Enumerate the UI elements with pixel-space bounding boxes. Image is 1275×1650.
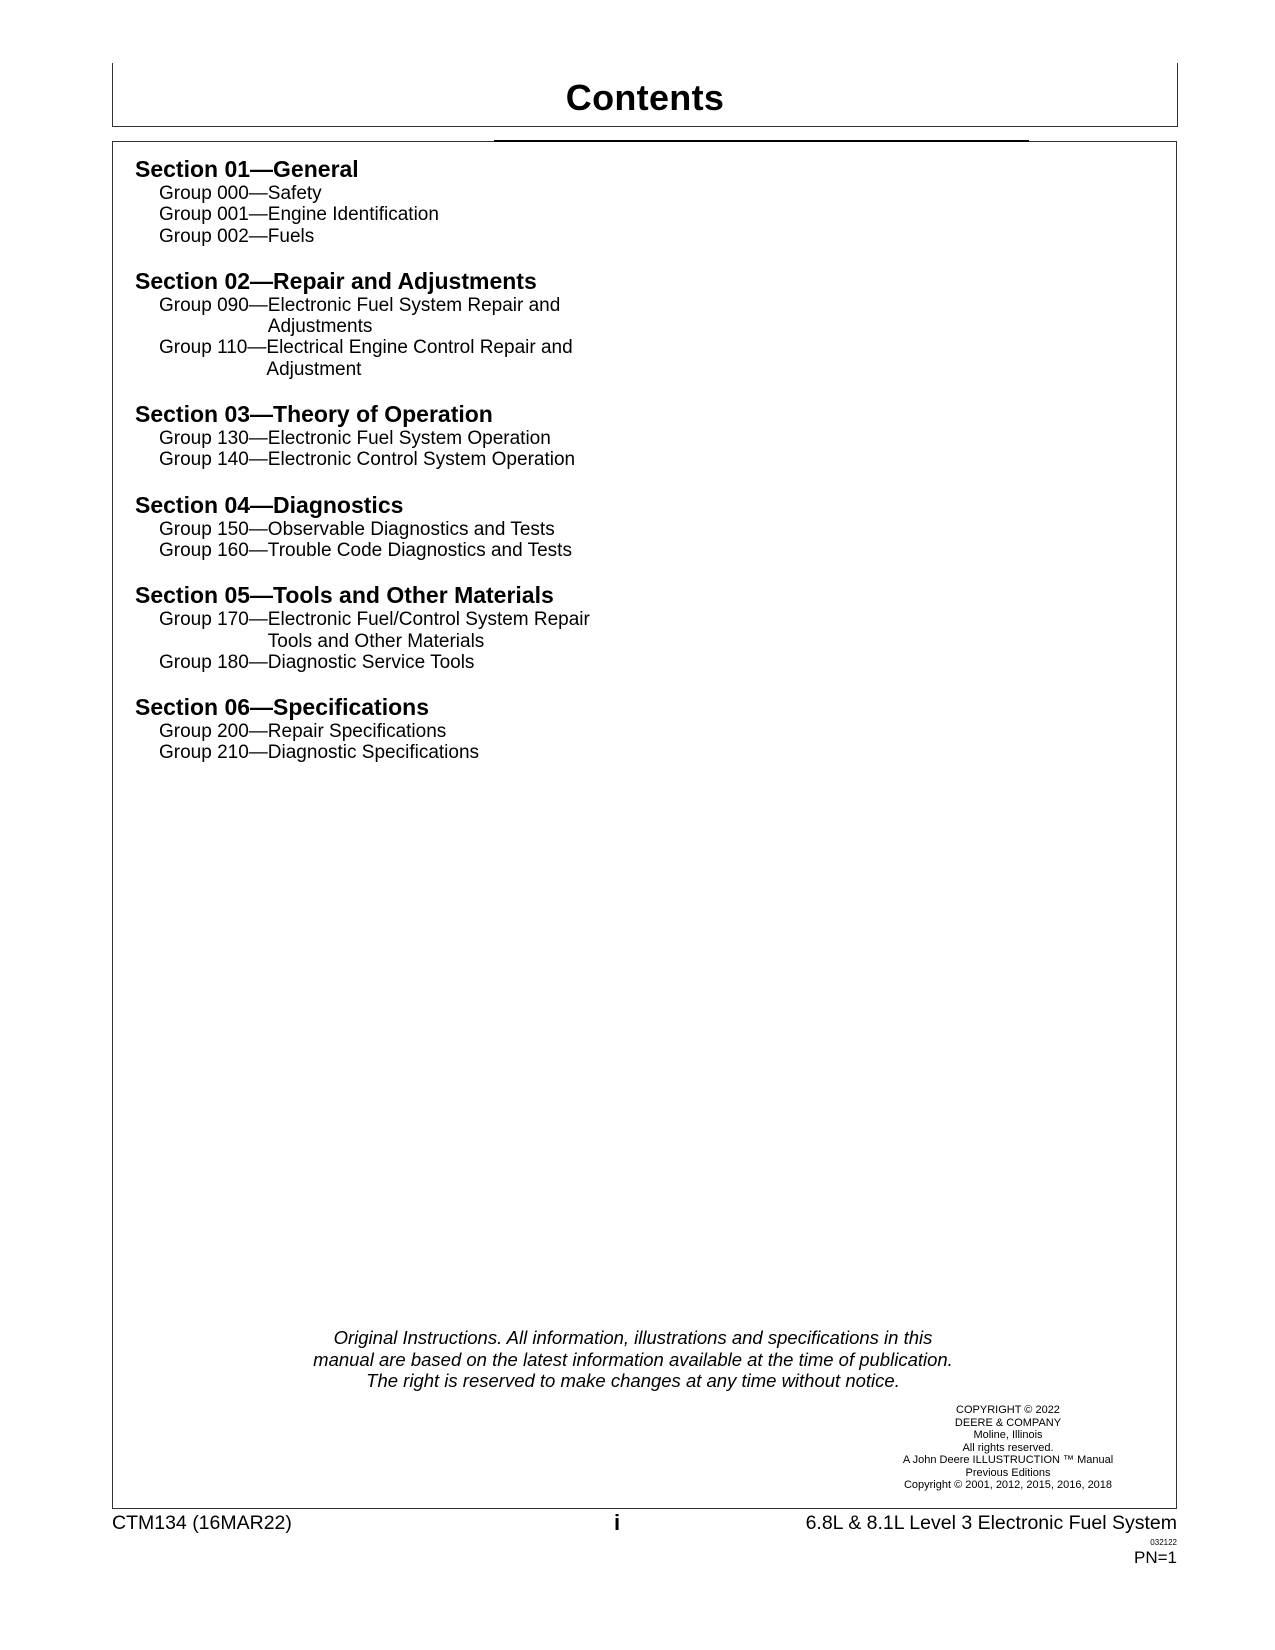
disclaimer-text (113, 1327, 1153, 1392)
toc-section (135, 155, 598, 247)
group-link[interactable] (159, 519, 598, 540)
section-title-link[interactable]: Section 01—General (135, 156, 359, 182)
date-code: 032122 (1150, 1538, 1177, 1547)
page-number: i (614, 1510, 621, 1535)
group-number: Group 130— (159, 428, 268, 450)
group-link[interactable] (159, 226, 598, 247)
group-number: Group 160— (159, 539, 268, 561)
section-title-link[interactable]: Section 04—Diagnostics (135, 491, 404, 518)
group-link[interactable] (159, 742, 598, 763)
group-number: Group 090— (159, 294, 268, 316)
group-number: Group 200— (159, 721, 268, 743)
copyright-line: DEERE & COMPANY (954, 1416, 1062, 1429)
page-header (112, 63, 1178, 127)
toc-section (135, 581, 598, 673)
group-number: Group 110— (159, 337, 267, 359)
group-link[interactable] (159, 337, 598, 380)
disclaimer-line: The right is reserved to make changes at any time without notice. (366, 1370, 900, 1391)
group-link[interactable] (159, 204, 598, 225)
group-link[interactable] (159, 721, 598, 742)
section-title-link[interactable]: Section 03—Theory of Operation (135, 401, 493, 428)
toc-section (135, 267, 598, 380)
section-title-link[interactable]: Section 02—Repair and Adjustments (135, 267, 537, 294)
group-title: Engine Identification (267, 204, 439, 226)
group-number: Group 000— (159, 183, 268, 204)
top-rule (494, 140, 1029, 142)
group-title: Safety (267, 183, 322, 204)
group-number: Group 210— (159, 742, 268, 764)
manual-title: 6.8L & 8.1L Level 3 Electronic Fuel System (805, 1512, 1177, 1534)
contents-panel (112, 141, 1177, 1509)
manual-code: CTM134 (16MAR22) (112, 1512, 292, 1534)
group-title: Observable Diagnostics and Tests (267, 518, 555, 540)
section-title-link[interactable]: Section 06—Specifications (135, 694, 429, 721)
copyright-line: Previous Editions (965, 1466, 1051, 1479)
group-number: Group 001— (159, 204, 268, 226)
group-link[interactable] (159, 428, 598, 449)
page-title: Contents (565, 77, 725, 118)
group-title: Electronic Fuel/Control System Repair Tools and Other Materials (267, 609, 590, 652)
disclaimer-line: manual are based on the latest information available at the time of publication. (313, 1348, 953, 1370)
group-title: Diagnostic Service Tools (267, 651, 475, 673)
table-of-contents (135, 155, 598, 784)
copyright-line: A John Deere ILLUSTRUCTION ™ Manual (902, 1454, 1114, 1466)
group-link[interactable] (159, 295, 598, 338)
group-title: Trouble Code Diagnostics and Tests (267, 539, 572, 561)
group-link[interactable] (159, 449, 598, 470)
group-title: Electrical Engine Control Repair and Adjustment (266, 337, 573, 380)
group-link[interactable] (159, 609, 598, 652)
group-title: Diagnostic Specifications (267, 742, 480, 764)
group-number: Group 002— (159, 225, 268, 247)
copyright-line: Moline, Illinois (973, 1429, 1043, 1441)
section-title-link[interactable]: Section 05—Tools and Other Materials (135, 582, 554, 609)
group-title: Repair Specifications (267, 721, 447, 743)
group-link[interactable] (159, 652, 598, 673)
toc-section (135, 400, 598, 471)
copyright-block (868, 1404, 1148, 1492)
group-title: Electronic Fuel System Repair and Adjustments (267, 294, 561, 338)
pn-label: PN=1 (1134, 1548, 1177, 1567)
group-title: Electronic Control System Operation (267, 449, 576, 471)
group-link[interactable] (159, 540, 598, 561)
group-number: Group 140— (159, 449, 268, 471)
toc-section (135, 693, 598, 764)
copyright-line: COPYRIGHT © 2022 (956, 1404, 1060, 1416)
group-number: Group 150— (159, 518, 268, 540)
toc-section (135, 491, 598, 562)
disclaimer-line: Original Instructions. All information, illustrations and specifications in this (333, 1327, 933, 1348)
copyright-line: All rights reserved. (962, 1441, 1054, 1454)
copyright-line: Copyright © 2001, 2012, 2015, 2016, 2018 (903, 1479, 1113, 1491)
group-link[interactable] (159, 183, 598, 204)
group-number: Group 170— (159, 609, 268, 631)
group-title: Electronic Fuel System Operation (267, 428, 551, 450)
group-number: Group 180— (159, 651, 268, 673)
group-title: Fuels (267, 225, 315, 247)
